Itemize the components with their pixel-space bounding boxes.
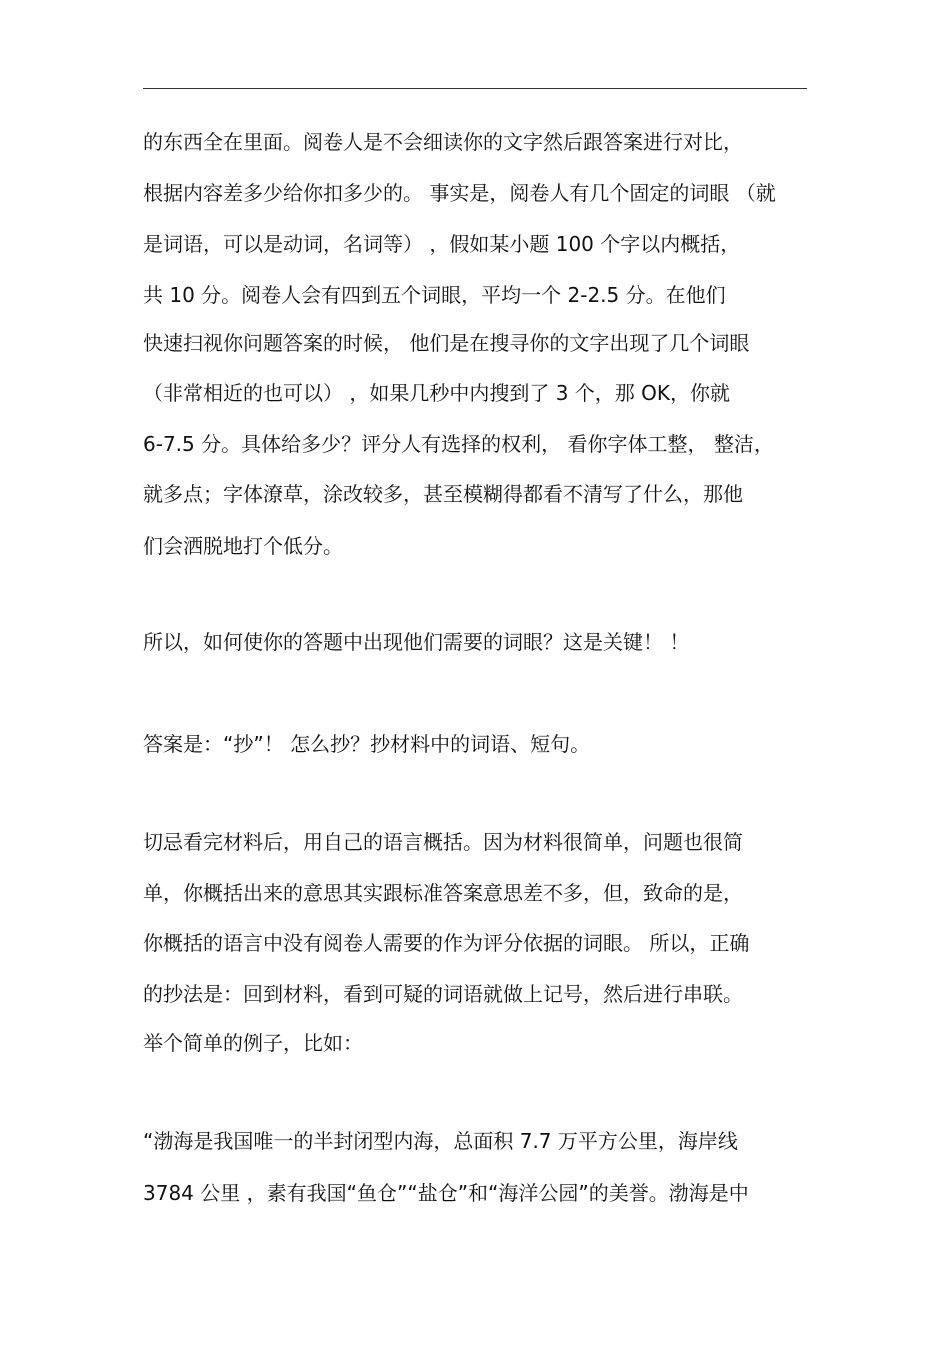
text-line-9: 们会洒脱地打个低分。 — [143, 534, 343, 558]
text-line-7: 6-7.5 分。具体给多少？评分人有选择的权利， 看你字体工整， 整洁， — [143, 432, 774, 456]
text-line-17: “渤海是我国唯一的半封闭型内海，总面积 7.7 万平方公里，海岸线 — [143, 1129, 738, 1153]
header-rule — [143, 88, 807, 89]
text-line-13: 单，你概括出来的意思其实跟标准答案意思差不多，但，致命的是， — [143, 881, 743, 905]
text-line-1: 的东西全在里面。阅卷人是不会细读你的文字然后跟答案进行对比， — [143, 130, 743, 154]
text-line-8: 就多点；字体潦草，涂改较多，甚至模糊得都看不清写了什么，那他 — [143, 482, 743, 506]
text-line-2: 根据内容差多少给你扣多少的。 事实是，阅卷人有几个固定的词眼 （就 — [143, 181, 776, 205]
text-line-6: （非常相近的也可以） ，如果几秒中内搜到了 3 个，那 OK，你就 — [143, 381, 731, 405]
text-line-10: 所以，如何使你的答题中出现他们需要的词眼？这是关键！ ！ — [143, 630, 690, 654]
text-line-15: 的抄法是：回到材料，看到可疑的词语就做上记号，然后进行串联。 — [143, 982, 743, 1006]
text-line-5: 快速扫视你问题答案的时候， 他们是在搜寻你的文字出现了几个词眼 — [143, 331, 750, 355]
text-line-3: 是词语，可以是动词，名词等） ，假如某小题 100 个字以内概括， — [143, 232, 741, 256]
text-line-14: 你概括的语言中没有阅卷人需要的作为评分依据的词眼。 所以，正确 — [143, 931, 750, 955]
text-line-16: 举个简单的例子，比如： — [143, 1031, 363, 1055]
text-line-4: 共 10 分。阅卷人会有四到五个词眼，平均一个 2-2.5 分。在他们 — [143, 283, 726, 307]
text-line-18: 3784 公里 ，素有我国“鱼仓”“盐仓”和“海洋公园”的美誉。渤海是中 — [143, 1181, 749, 1205]
text-line-12: 切忌看完材料后，用自己的语言概括。因为材料很简单，问题也很简 — [143, 830, 743, 854]
text-line-11: 答案是：“抄”！ 怎么抄？抄材料中的词语、短句。 — [143, 732, 591, 756]
